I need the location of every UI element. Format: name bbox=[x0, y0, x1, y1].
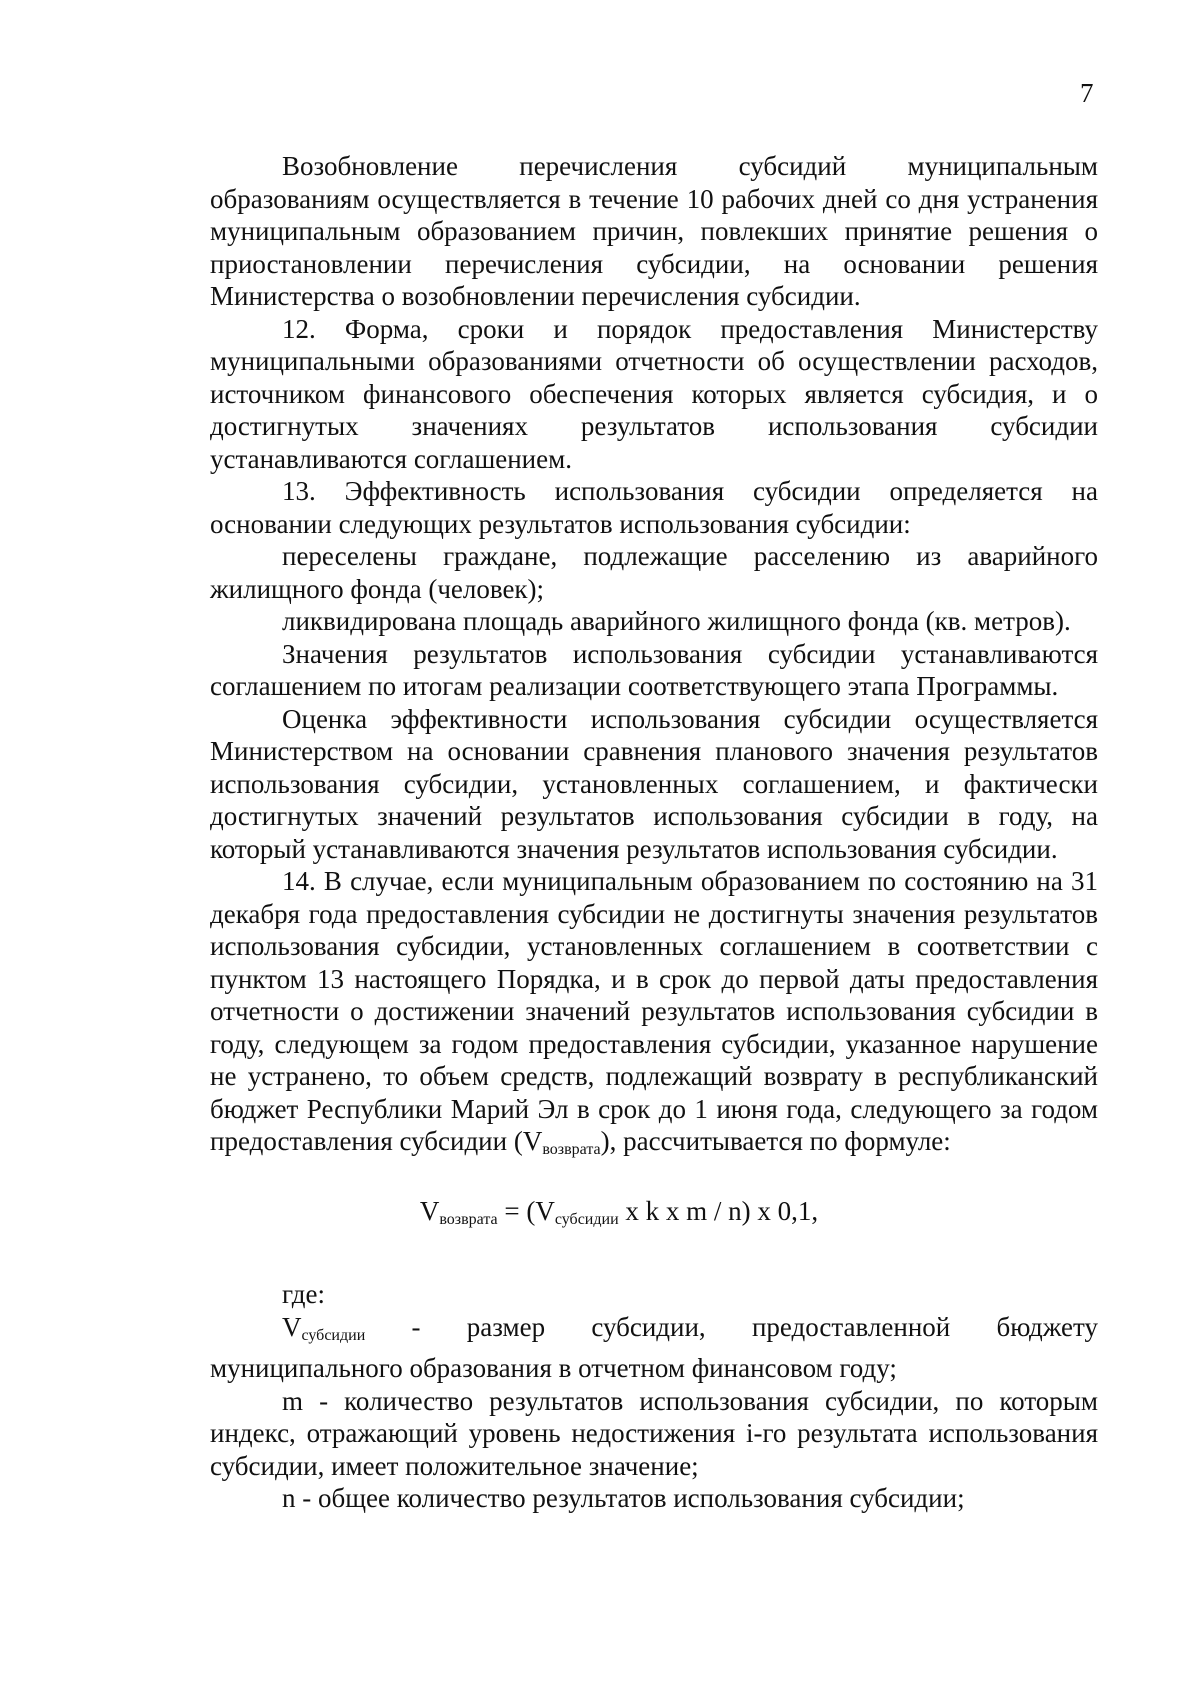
page-number: 7 bbox=[1080, 78, 1094, 108]
paragraph-13-effectiveness: 13. Эффективность использования субсидии определяется на основании следующих результатов использования субсидии: bbox=[210, 476, 1098, 539]
formula-lhs-subscript: возврата bbox=[439, 1210, 498, 1228]
paragraph-14-refund bbox=[210, 865, 1098, 1167]
refund-formula bbox=[210, 1195, 1098, 1237]
definition-v-subscript: субсидии bbox=[301, 1326, 366, 1344]
definition-v-text: - размер субсидии, предоставленной бюджету муниципального образования в отчетном финансовом году; bbox=[210, 1311, 1098, 1383]
where-label: где: bbox=[282, 1279, 325, 1309]
refund-variable-subscript: возврата bbox=[542, 1141, 601, 1158]
paragraph-evaluation: Оценка эффективности использования субсидии осуществляется Министерством на основании сравнения планового значения результатов использования субсидии, установленных соглашением, и фактически достигнутых значений результатов использования субсидии в году, на который устанавливаются значения результатов использования субсидии. bbox=[210, 703, 1098, 864]
paragraph-result-values: Значения результатов использования субсидии устанавливаются соглашением по итогам реализации соответствующего этапа Программы. bbox=[210, 638, 1098, 701]
definition-v-variable: V bbox=[282, 1311, 302, 1342]
definition-n: n - общее количество результатов использования субсидии; bbox=[282, 1483, 965, 1513]
result-liquidated-area: ликвидирована площадь аварийного жилищного фонда (кв. метров). bbox=[282, 606, 1071, 636]
formula-rest: x k x m / n) x 0,1, bbox=[618, 1195, 819, 1226]
paragraph-resumption: Возобновление перечисления субсидий муниципальным образованиям осуществляется в течение 10 рабочих дней со дня устранения муниципальным образованием причин, повлекших принятие решения о приостановлении перечисления субсидии, на основании решения Министерства о возобновлении перечисления субсидии. bbox=[210, 151, 1098, 311]
definition-v-subsidy bbox=[210, 1311, 1098, 1385]
formula-lhs: V bbox=[419, 1195, 440, 1226]
formula-inner-subscript: субсидии bbox=[554, 1210, 619, 1228]
result-resettled-citizens: переселены граждане, подлежащие расселению из аварийного жилищного фонда (человек); bbox=[210, 541, 1098, 604]
document-body bbox=[210, 150, 1098, 1515]
paragraph-12-reporting: 12. Форма, сроки и порядок предоставления Министерству муниципальными образованиями отчетности об осуществлении расходов, источником финансового обеспечения которых является субсидия, и о достигнутых значениях результатов использования субсидии устанавливаются соглашением. bbox=[210, 313, 1098, 474]
formula-equals: = (V bbox=[497, 1195, 555, 1226]
paragraph-14-tail: ), рассчитывается по формуле: bbox=[600, 1126, 951, 1156]
paragraph-14-text: 14. В случае, если муниципальным образованием по состоянию на 31 декабря года предоставления субсидии не достигнуты значения результатов использования субсидии, установленных соглашением в соответствии с пунктом 13 настоящего Порядка, и в срок до первой даты предоставления отчетности о достижении значений результатов использования субсидии в году, следующем за годом предоставления субсидии, указанное нарушение не устранено, то объем средств, подлежащий возврату в республиканский бюджет Республики Марий Эл в срок до 1 июня года, следующего за годом предоставления субсидии bbox=[210, 866, 1098, 1156]
refund-variable: (V bbox=[513, 1126, 543, 1156]
definition-m: m - количество результатов использования субсидии, по которым индекс, отражающий уровень недостижения i-го результата использования субсидии, имеет положительное значение; bbox=[210, 1385, 1098, 1481]
